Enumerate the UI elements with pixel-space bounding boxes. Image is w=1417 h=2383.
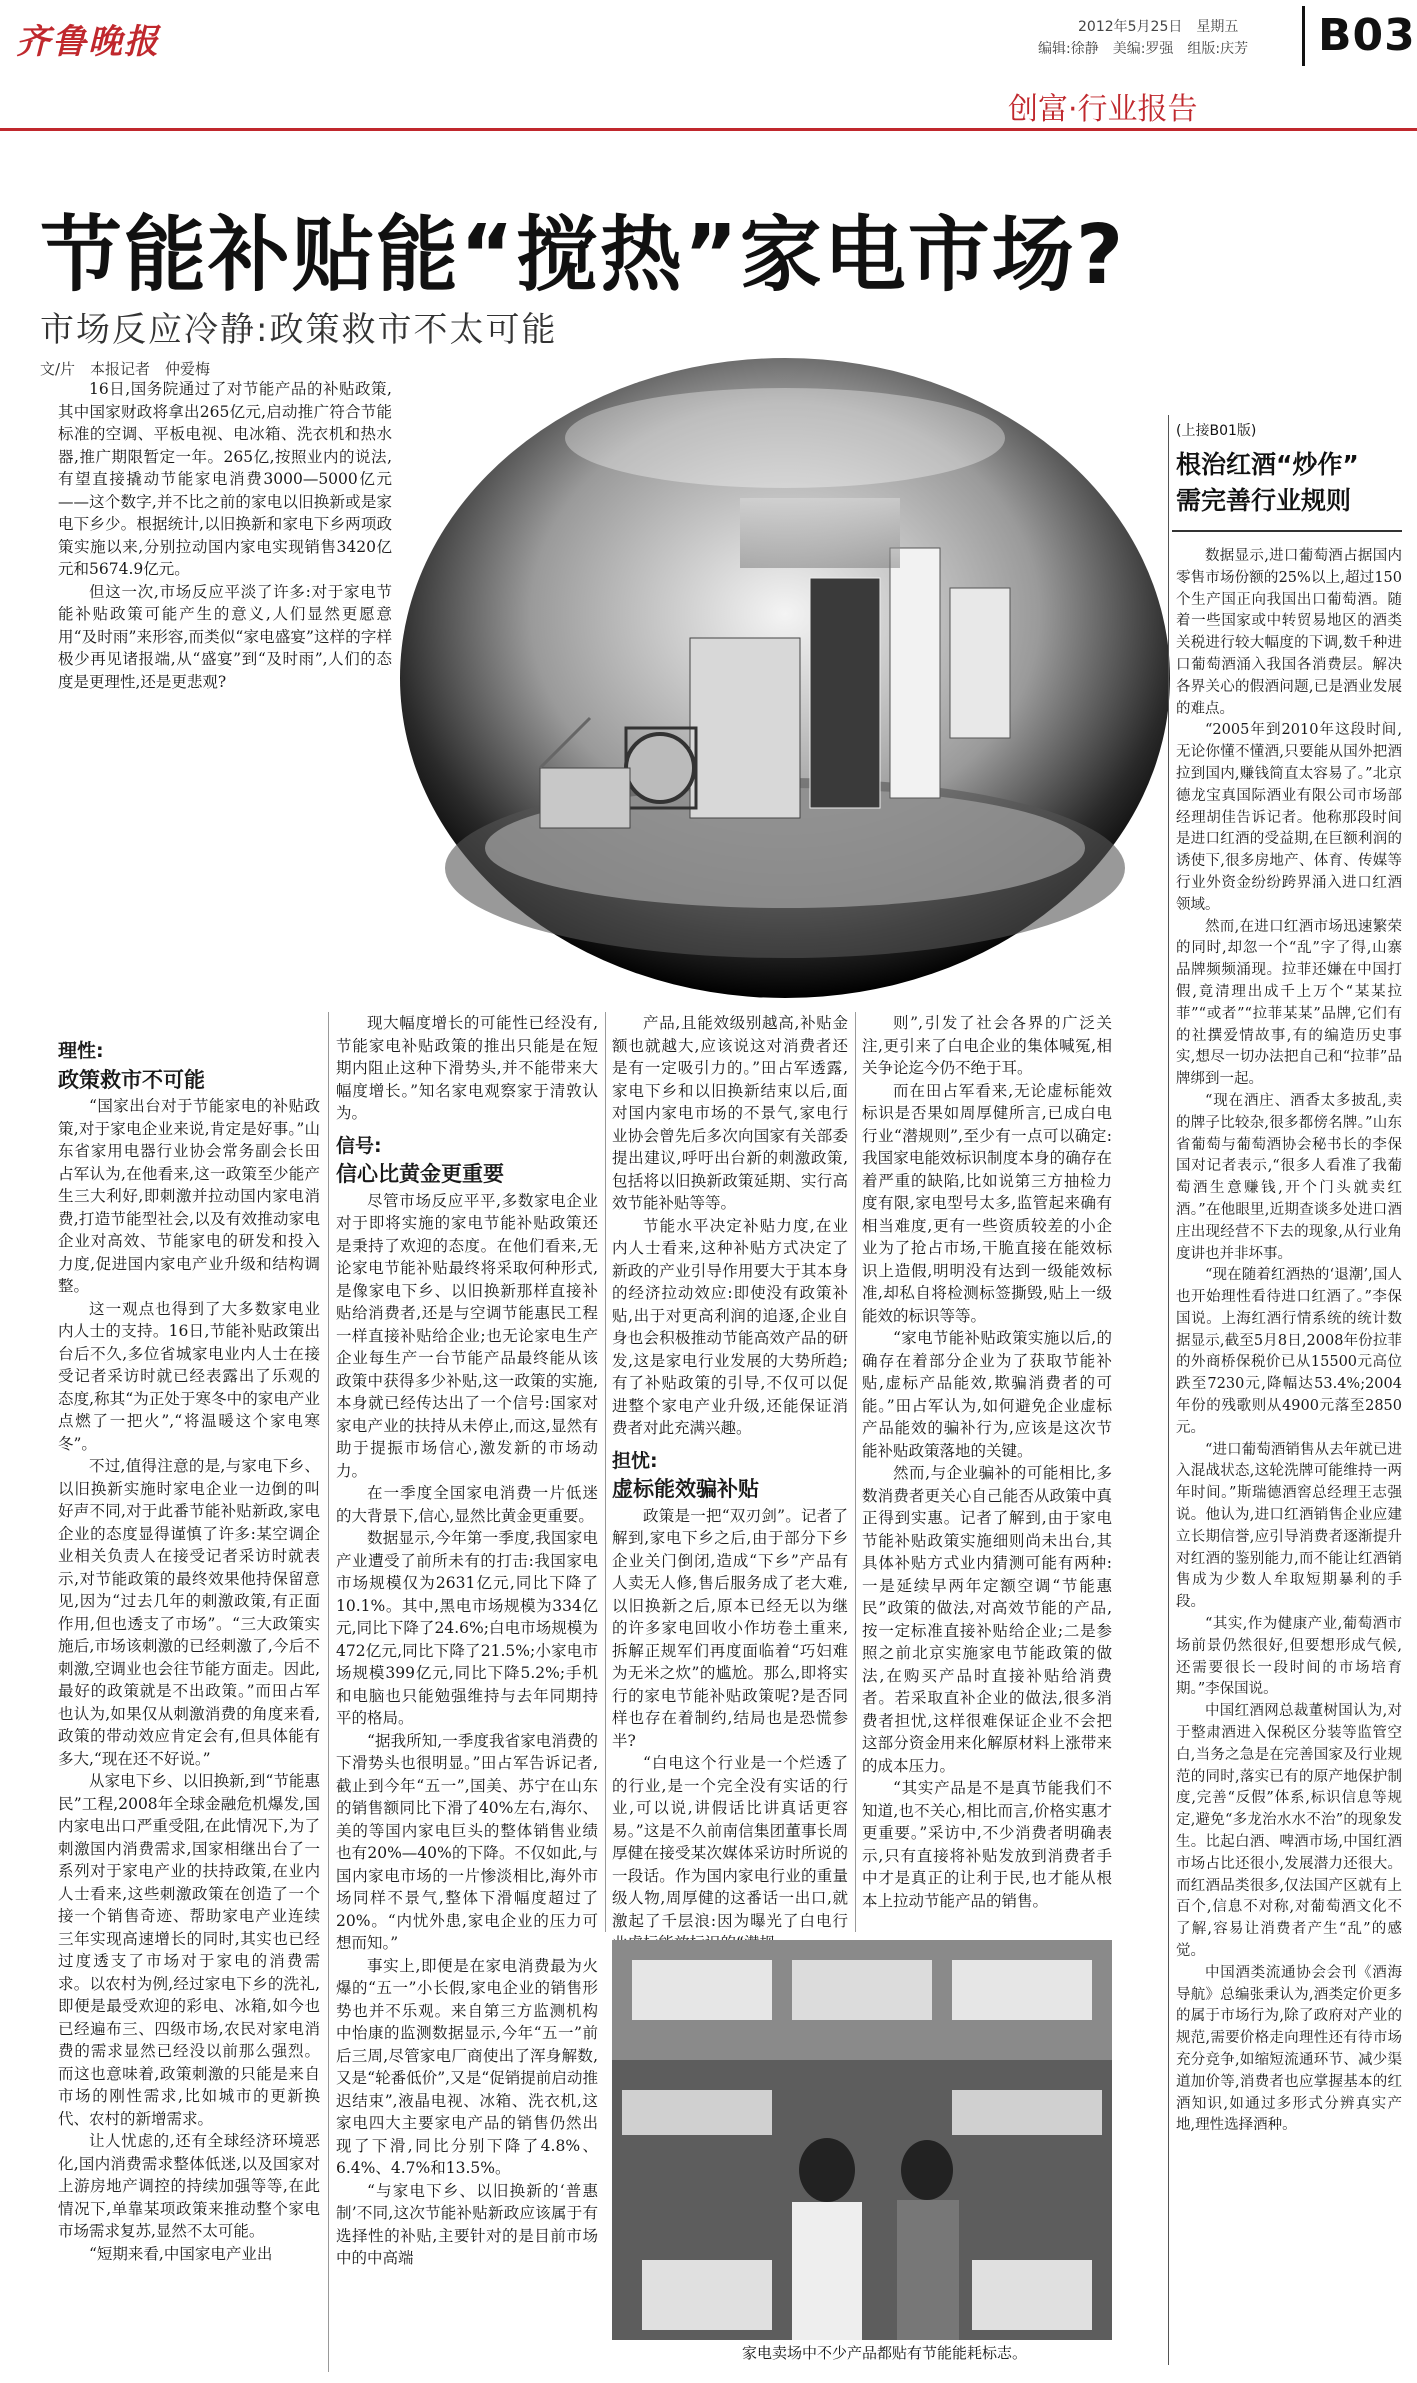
- article-byline: 文/片 本报记者 仲爱梅: [40, 360, 211, 378]
- section-label: 创富·行业报告: [1008, 92, 1198, 127]
- freezer-icon: [690, 638, 800, 818]
- paragraph: “其实,作为健康产业,葡萄酒市场前景仍然很好,但要想形成气候,还需要很长一段时间的市场培育期。”李保国说。: [1176, 1616, 1402, 1698]
- header-rule: [0, 128, 1417, 131]
- section3-label: 担忧:: [612, 1449, 658, 1472]
- sidebar-title: [1176, 447, 1359, 519]
- column-divider: [328, 1012, 329, 2372]
- column-divider: [605, 1012, 606, 1932]
- newspaper-logo: 齐鲁晚报: [16, 22, 160, 62]
- article-headline: 节能补贴能“搅热”家电市场?: [40, 208, 1126, 303]
- paragraph: 在一季度全国家电消费一片低迷的大背景下,信心,显然比黄金更重要。: [336, 1484, 598, 1525]
- column-3: [612, 1012, 848, 1932]
- paragraph: 中国酒类流通协会会刊《酒海导航》总编张秉认为,酒类定价更多的属于市场行为,除了政府对产业的规范,需要价格走向理性还有待市场充分竞争,如缩短流通环节、减少渠道加价等,消费者也应掌握基本的红酒知识,如通过多形式分辨真实产地,理性选择酒种。: [1176, 1964, 1402, 2134]
- paragraph: 数据显示,进口葡萄酒占据国内零售市场份额的25%以上,超过150个生产国正向我国出口葡萄酒。随着一些国家或中转贸易地区的酒类关税进行较大幅度的下调,数千种进口葡萄酒涌入我国各消费层。解决各界关心的假酒问题,已是酒业发展的难点。: [1176, 548, 1402, 717]
- water-dispenser-icon: [950, 588, 1010, 738]
- shopper-body: [792, 2202, 862, 2340]
- ac-unit-icon: [622, 2090, 772, 2135]
- section1-label: 理性:: [58, 1040, 104, 1062]
- washing-machine-icon: [626, 734, 694, 802]
- page-number-divider: [1302, 6, 1305, 66]
- column-divider: [855, 1012, 856, 1932]
- column-2: [336, 1012, 598, 2380]
- paragraph: “国家出台对于节能家电的补贴政策,对于家电企业来说,肯定是好事。”山东省家用电器行业协会常务副会长田占军认为,在他看来,这一政策至少能产生三大利好,即刺激并拉动国内家电消费,打造节能型社会,以及有效推动家电企业对高效、节能家电的研发和投入力度,促进国内家电产业升级和结构调整。: [58, 1097, 320, 1295]
- paragraph: 然而,与企业骗补的可能相比,多数消费者更关心自己能否从政策中真正得到实惠。记者了解到,由于家电节能补贴政策实施细则尚未出台,其具体补贴方式业内猜测可能有两种:一是延续早两年定额空调“节能惠民”政策的做法,对高效节能的产品,按一定标准直接补贴给企业;二是参照之前北京实施家电节能政策的做法,在购买产品时直接补贴给消费者。若采取直补企业的做法,很多消费者担忧,这样很难保证企业不会把这部分资金用来化解原材料上涨带来的成本压力。: [862, 1464, 1112, 1775]
- sidebar-title-line: 需完善行业规则: [1176, 486, 1352, 515]
- section1-title: 政策救市不可能: [58, 1067, 205, 1092]
- paragraph: 从家电下乡、以旧换新,到“节能惠民”工程,2008年全球金融危机爆发,国内家电出口严重受阻,在此情况下,为了刺激国内消费需求,国家相继出台了一系列对于家电产业的扶持政策,在业内人士看来,这些刺激政策在创造了一个接一个销售奇迹、帮助家电产业连续三年实现高速增长的同时,其实也已经过度透支了市场对于家电的消费需求。以农村为例,经过家电下乡的洗礼,即便是最受欢迎的彩电、冰箱,如今也已经遍布三、四级市场,农民对家电消费的需求显然已经没以前那么强烈。而这也意味着,政策刺激的只能是来自市场的刚性需求,比如城市的更新换代、农村的新增需求。: [58, 1772, 320, 2128]
- ac-box-icon: [972, 2260, 1092, 2330]
- ac-unit-icon: [952, 1960, 1092, 2020]
- paragraph: 不过,值得注意的是,与家电下乡、以旧换新实施时家电企业一边倒的叫好声不同,对于此番节能补贴新政,家电企业的态度显得谨慎了许多:某空调企业相关负责人在接受记者采访时就表示,对节能政策的最终效果他持保留意见,因为“过去几年的刺激政策,有正面作用,但也透支了市场”。“三大政策实施后,市场该刺激的已经刺激了,今后不刺激,空调业也会往节能方面走。因此,最好的政策就是不出政策。”而田占军也认为,如果仅从刺激消费的角度来看,政策的带动效应肯定会有,但具体能有多大,“现在还不好说。”: [58, 1457, 320, 1768]
- lead-paragraph: 16日,国务院通过了对节能产品的补贴政策,其中国家财政将拿出265亿元,启动推广符合节能标准的空调、平板电视、电冰箱、洗衣机和热水器,推广期限暂定一年。265亿,按照业内的说法,有望直接撬动节能家电消费3000—5000亿元——这个数字,并不比之前的家电以旧换新或是家电下乡少。根据统计,以旧换新和家电下乡两项政策实施以来,分别拉动国内家电实现销售3420亿元和5674.9亿元。: [58, 380, 392, 578]
- paragraph: 数据显示,今年第一季度,我国家电产业遭受了前所未有的打击:我国家电市场规模仅为2631亿元,同比下降了10.1%。其中,黑电市场规模为334亿元,同比下降了24.6%;白电市场规模为472亿元,同比下降了21.5%;小家电市场规模399亿元,同比下降5.2%;手机和电脑也只能勉强维持与去年同期持平的格局。: [336, 1529, 598, 1727]
- sidebar-title-line: 根治红酒“炒作”: [1176, 450, 1359, 479]
- paragraph: 然而,在进口红酒市场迅速繁荣的同时,却忽一个“乱”字了得,山寨品牌频频涌现。拉菲还嫌在中国打假,竟清理出成千上万个“某某拉菲”“或者”“拉菲某某”品牌,它们有的社撰爱情故事,有的编造历史事实,想尽一切办法把自己和“拉菲”品牌绑到一起。: [1176, 918, 1402, 1088]
- clerk-body: [897, 2200, 959, 2340]
- paragraph: “白电这个行业是一个烂透了的行业,是一个完全没有实话的行业,可以说,讲假话比讲真话更容易。”这是不久前南信集团董事长周厚健在接受某次媒体采访时所说的一段话。作为国内家电行业的重量级人物,周厚健的这番话一出口,就激起了千层浪:因为曝光了白电行: [612, 1754, 848, 1930]
- photo-caption: 家电卖场中不少产品都贴有节能能耗标志。: [742, 2344, 1028, 2362]
- paragraph: 事实上,即便是在家电消费最为火爆的“五一”小长假,家电企业的销售形势也并不乐观。来自第三方监测机构中怡康的监测数据显示,今年“五一”前后三周,尽管家电厂商使出了浑身解数,又是“轮番低价”,又是“促销提前启动推迟结束”,液晶电视、冰箱、洗衣机,这家电四大主要家电产品的销售仍然出现了下滑,同比分别下降了4.8%、6.4%、4.7%和13.5%。: [336, 1956, 598, 2177]
- paragraph: 则”,引发了社会各界的广泛关注,更引来了白电企业的集体喊冤,相关争论迄今仍不绝于耳。: [862, 1014, 1112, 1077]
- sidebar-divider: [1168, 415, 1169, 2365]
- paragraph: 而在田占军看来,无论虚标能效标识是否果如周厚健所言,已成白电行业“潜规则”,至少有一点可以确定:我国家电能效标识制度本身的确存在着严重的缺陷,比如说第三方抽检力度有限,家电型号太多,监管起来确有相当难度,更有一些资质较差的小企业为了抢占市场,干脆直接在能效标识上造假,明明没有达到一级能效标准,却私自将检测标签撕毁,贴上一级能效的标识等等。: [862, 1081, 1112, 1325]
- ac-unit-icon: [952, 2090, 1102, 2135]
- editors-credits: 编辑:徐静 美编:罗强 组版:庆芳: [1038, 41, 1249, 57]
- paragraph: 产品,且能效级别越高,补贴金额也就越大,应该说这对消费者还是有一定吸引力的。”田占军透露,家电下乡和以旧换新结束以后,面对国内家电市场的不景气,家电行业协会曾先后多次向国家有关部委提出建议,呼吁出台新的刺激政策,包括将以旧换新政策延期、实行高效节能补贴等等。: [612, 1014, 848, 1212]
- paragraph: 让人忧虑的,还有全球经济环境恶化,国内消费需求整体低迷,以及国家对上游房地产调控的持续加强等等,在此情况下,单靠某项政策来推动整个家电市场需求复苏,显然不太可能。: [58, 2132, 320, 2240]
- section2-title: 信心比黄金更重要: [336, 1162, 504, 1186]
- issue-date: 2012年5月25日 星期五: [1078, 19, 1239, 35]
- paragraph: 政策是一把“双刃剑”。记者了解到,家电下乡之后,由于部分下乡企业关门倒闭,造成“下乡”产品有人卖无人修,售后服务成了老大难,以旧换新之后,原本已经无以为继的许多家电回收小作坊卷土重来,拆解正规军们再度面临着“巧妇难为无米之炊”的尴尬。那么,即将实行的家电节能补贴政策呢?是否同样也存在着制约,结局也是恐慌参半?: [612, 1506, 848, 1750]
- lead-paragraphs: [58, 378, 392, 938]
- page-number: B03: [1318, 10, 1416, 61]
- section3-title: 虚标能效骗补贴: [612, 1477, 759, 1501]
- paragraph: “家电节能补贴政策实施以后,的确存在着部分企业为了获取节能补贴,虚标产品能效,欺骗消费者的可能。”田占军认为,如何避免企业虚标产品能效的骗补行为,应该是这次节能补贴政策落地的关键。: [862, 1329, 1112, 1460]
- solar-heater-icon: [540, 768, 630, 828]
- paragraph: “现在随着红酒热的‘退潮’,国人也开始理性看待进口红酒了。”李保国说。上海红酒行情系统的统计数据显示,截至5月8日,2008年份拉菲的外商桥保税价已从15500元高位跌至7230元,降幅达53.4%;2004年份的残歌则从4900元落至2850元。: [1176, 1267, 1402, 1436]
- paragraph: “2005年到2010年这段时间,无论你懂不懂酒,只要能从国外把酒拉到国内,赚钱简直太容易了。”北京德龙宝真国际酒业有限公司市场部经理胡佳告诉记者。他称那段时间是进口红酒的受益期,在巨额利润的诱使下,很多房地产、体育、传媒等行业外资金纷纷跨界涌入进口红酒领域。: [1176, 722, 1402, 913]
- paragraph: “短期来看,中国家电产业出: [89, 2244, 273, 2263]
- ac-box-icon: [642, 2260, 772, 2330]
- paragraph: “与家电下乡、以旧换新的‘普惠制’不同,这次节能补贴新政应该属于有选择性的补贴,主要针对的是目前市场中的中高端: [336, 2181, 598, 2267]
- paragraph: “据我所知,一季度我省家电消费的下滑势头也很明显。”田占军告诉记者,截止到今年“五一”,国美、苏宁在山东的销售额同比下滑了40%左右,海尔、美的等国内家电巨头的整体销售业绩也有20%—40%的下降。不仅如此,与国内家电市场的一片惨淡相比,海外市场同样不景气,整体下滑幅度超过了20%。“内忧外患,家电企业的压力可想而知。”: [336, 1731, 598, 1952]
- paragraph: 中国红酒网总裁董树国认为,对于整肃酒进入保税区分装等监管空白,当务之急是在完善国家及行业规范的同时,落实已有的原产地保护制度,完善“反假”体系,标识信息等规定,避免“多龙治水水不治”的现象发生。比起白酒、啤酒市场,中国红酒市场占比还很小,发展潜力还很大。而红酒品类很多,仅法国产区就有上百个,信息不对称,对葡萄酒文化不了解,容易让消费者产生“乱”的感觉。: [1176, 1703, 1402, 1959]
- lead-paragraph: 但这一次,市场反应平淡了许多:对于家电节能补贴政策可能产生的意义,人们显然更愿意用“及时雨”来形容,而类似“家电盛宴”这样的字样极少再见诸报端,从“盛宴”到“及时雨”,人们的态度是更理性,还是更悲观?: [58, 582, 392, 691]
- paragraph: “进口葡萄酒销售从去年就已进入混战状态,这轮洗牌可能维持一两年时间。”斯瑞德酒窖总经理王志强说。他认为,进口红酒销售企业应建立长期信誉,应引导消费者逐渐提升对红酒的鉴别能力,而不能让红酒销售成为少数人牟取短期暴利的手段。: [1176, 1441, 1402, 1611]
- article-subhead: 市场反应冷静:政策救市不太可能: [40, 310, 558, 350]
- ac-unit-icon: [792, 1960, 932, 2020]
- paragraph: “现在酒庄、酒香太多披乱,卖的牌子比较杂,很多都傍名牌。”山东省葡萄与葡萄酒协会秘书长的李保国对记者表示,“很多人看准了我葡萄酒生意赚钱,开个门头就卖红酒。”在他眼里,近期查谈多处进口酒庄出现经营不下去的现象,从行业角度讲也并非坏事。: [1176, 1092, 1402, 1262]
- column-1: [58, 1040, 320, 2380]
- clerk-head: [901, 2140, 953, 2200]
- appliance-globe-photo: [390, 348, 1180, 1018]
- section2-label: 信号:: [336, 1134, 382, 1157]
- paragraph: 现大幅度增长的可能性已经没有,节能家电补贴政策的推出只能是在短期内阻止这种下滑势头,并不能带来大幅度增长。”知名家电观察家于清敦认为。: [336, 1014, 598, 1122]
- paragraph: 尽管市场反应平平,多数家电企业对于即将实施的家电节能补贴政策还是秉持了欢迎的态度。在他们看来,无论家电节能补贴最终将采取何种形式,是像家电下乡、以旧换新那样直接补贴给消费者,还是与空调节能惠民工程一样直接补贴给企业;也无论家电生产企业每生产一台节能产品最终能从该政策中获得多少补贴,这一政策的实施,本身就已经传达出了一个信号:国家对家电产业的扶持从未停止,而这,显然有助于提振市场信心,激发新的市场动力。: [336, 1191, 598, 1480]
- store-photo: [612, 1940, 1112, 2340]
- paragraph: 这一观点也得到了大多数家电业内人士的支持。16日,节能补贴政策出台后不久,多位省城家电业内人士在接受记者采访时就已经表露出了乐观的态度,称其“为正处于寒冬中的家电产业点燃了一把火”,“将温暖这个家电寒冬”。: [58, 1299, 320, 1453]
- sidebar-body: [1176, 546, 1402, 2376]
- shopper-head: [799, 2138, 855, 2202]
- paragraph: 节能水平决定补贴力度,在业内人士看来,这种补贴方式决定了新政的产业引导作用要大于其本身的经济拉动效应:即使没有政策补贴,出于对更高利润的追逐,企业自身也会积极推动节能高效产品的研发,这是家电行业发展的大势所趋;有了补贴政策的引导,不仅可以促进整个家电产业升级,还能保证消费者对此充满兴趣。: [612, 1216, 848, 1437]
- sidebar-rule: [1172, 530, 1402, 532]
- air-conditioner-icon: [890, 548, 940, 798]
- paragraph: “其实产品是不是真节能我们不知道,也不关心,相比而言,价格实惠才更重要。”采访中,不少消费者明确表示,只有直接将补贴发放到消费者手中才是真正的让利于民,也才能从根本上拉动节能产品的销售。: [862, 1779, 1112, 1910]
- refrigerator-icon: [810, 578, 880, 808]
- column-4: [862, 1012, 1112, 1932]
- sidebar-kicker: (上接B01版): [1176, 423, 1257, 439]
- ac-unit-icon: [632, 1960, 772, 2020]
